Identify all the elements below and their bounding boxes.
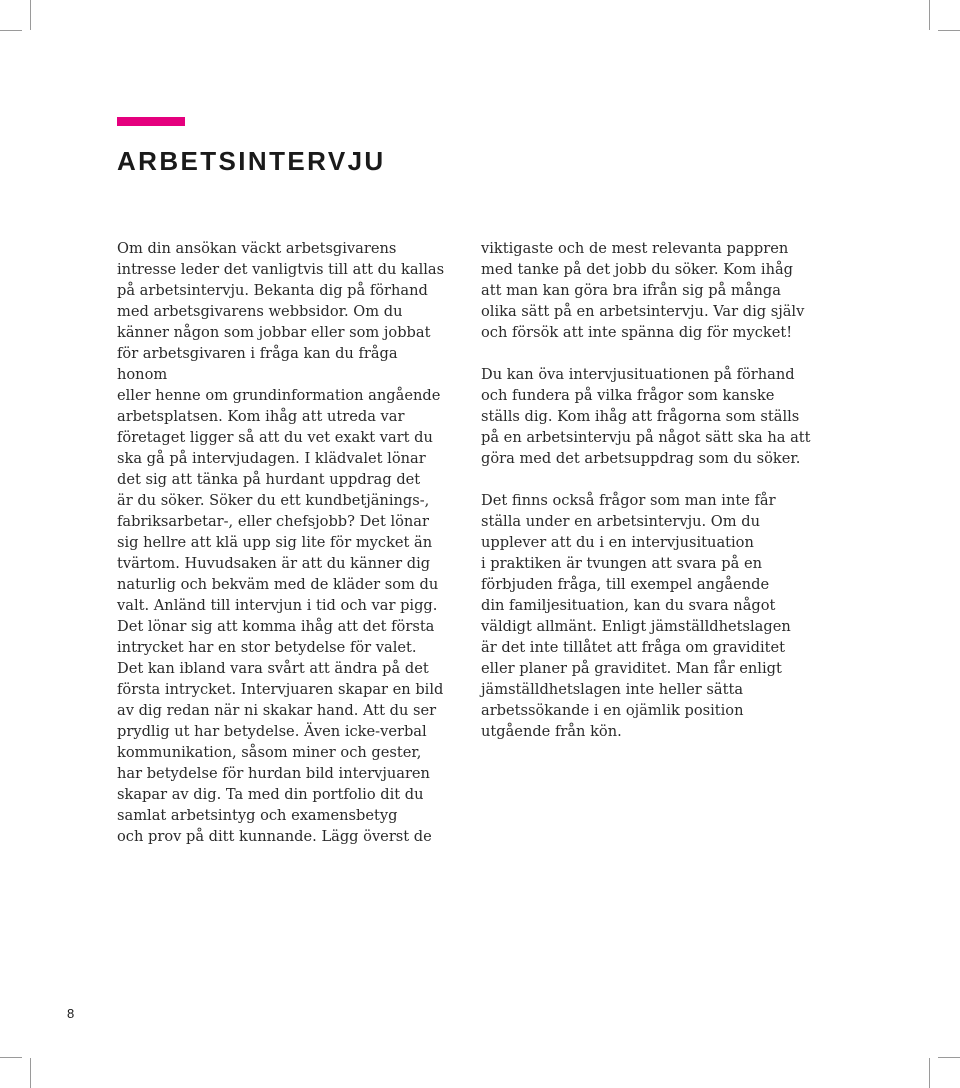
crop-mark-bottom-left-horizontal <box>0 1057 22 1058</box>
page-number: 8 <box>67 1006 75 1021</box>
crop-mark-bottom-right-vertical <box>929 1058 930 1088</box>
crop-mark-bottom-right-horizontal <box>938 1057 960 1058</box>
crop-mark-bottom-left-vertical <box>30 1058 31 1088</box>
left-paragraph-1: Om din ansökan väckt arbetsgivarens intresse leder det vanligtvis till att du kallas på arbetsintervju. Bekanta dig på förhand med arbetsgivarens webbsidor. Om du känner någon som jobbar eller som jobbat för arbetsgivaren i fråga kan du fråga honom eller henne om grundinformation angående arbetsplatsen. Kom ihåg att utreda var företaget ligger så att du vet exakt vart du ska gå på intervjudagen. I klädvalet lönar det sig att tänka på hurdant uppdrag det är du söker. Söker du ett kundbetjänings-, fabriksarbetar-, eller chefsjobb? Det lönar sig hellre att klä upp sig lite för mycket än tvärtom. Huvudsaken är att du känner dig naturlig och bekväm med de kläder som du valt. Anländ till intervjun i tid och var pigg. Det lönar sig att komma ihåg att det första intrycket har en stor betydelse för valet. Det kan ibland vara svårt att ändra på det första intrycket. Intervjuaren skapar en bild av dig redan när ni skakar hand. Att du ser prydlig ut har betydelse. Även icke-verbal kommunikation, såsom miner och gester, har betydelse för hurdan bild intervjuaren skapar av dig. Ta med din portfolio dit du samlat arbetsintyg och examensbetyg och prov på ditt kunnande. Lägg överst de <box>117 240 445 845</box>
accent-bar <box>117 117 185 126</box>
right-paragraph-1: viktigaste och de mest relevanta pappren med tanke på det jobb du söker. Kom ihåg att man kan göra bra ifrån sig på många olika sätt på en arbetsintervju. Var dig själv och försök att inte spänna dig för mycket! <box>481 240 805 341</box>
crop-mark-top-right-horizontal <box>938 30 960 31</box>
right-column <box>481 238 811 742</box>
crop-mark-top-left-vertical <box>30 0 31 30</box>
right-paragraph-2: Du kan öva intervjusituationen på förhand och fundera på vilka frågor som kanske ställs dig. Kom ihåg att frågorna som ställs på en arbetsintervju på något sätt ska ha att göra med det arbetsuppdrag som du söker. <box>481 366 811 467</box>
right-paragraph-3: Det finns också frågor som man inte får ställa under en arbetsintervju. Om du upplever att du i en intervjusituation i praktiken är tvungen att svara på en förbjuden fråga, till exempel angående din familjesituation, kan du svara något väldigt allmänt. Enligt jämställdhetslagen är det inte tillåtet att fråga om graviditet eller planer på graviditet. Man får enligt jämställdhetslagen inte heller sätta arbetssökande i en ojämlik position utgående från kön. <box>481 492 791 740</box>
crop-mark-top-left-horizontal <box>0 30 22 31</box>
left-column <box>117 238 447 847</box>
page-title: ARBETSINTERVJU <box>117 146 386 176</box>
crop-mark-top-right-vertical <box>929 0 930 30</box>
